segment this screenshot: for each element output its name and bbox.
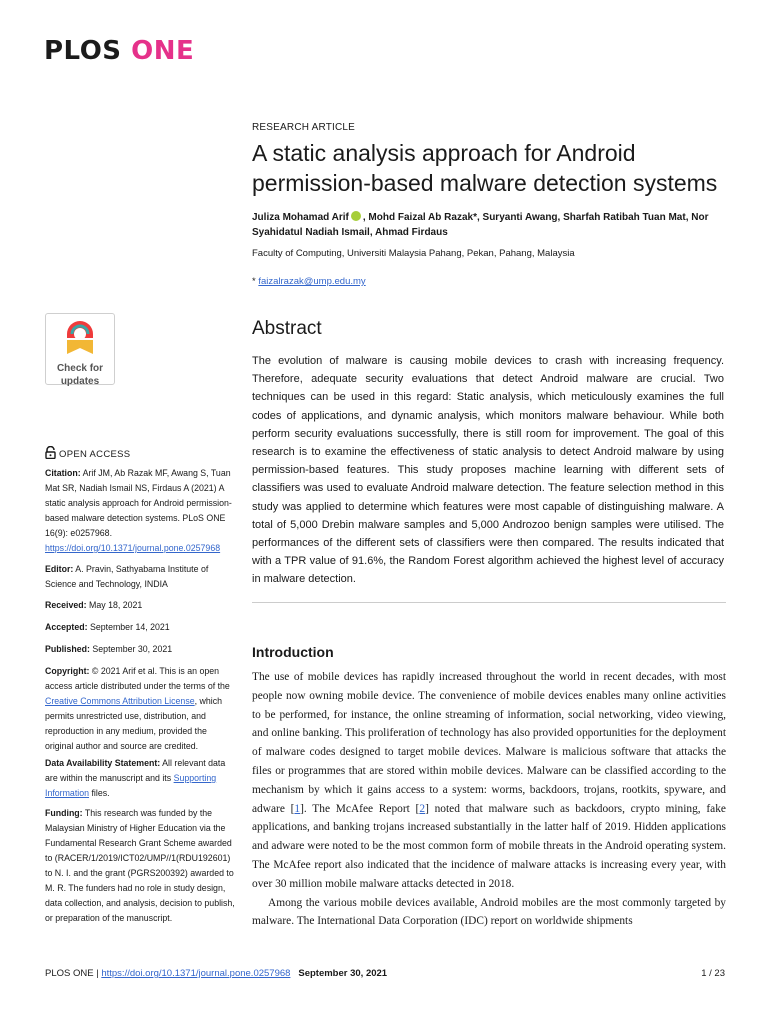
article-title: A static analysis approach for Android permission-based malware detection systems xyxy=(252,140,718,196)
footer-date: September 30, 2021 xyxy=(298,968,388,979)
orcid-icon[interactable] xyxy=(351,211,361,221)
citation-block: Citation: Arif JM, Ab Razak MF, Awang S, Tuan Mat SR, Nadiah Ismail NS, Firdaus A (2021) A static analysis approach for Android permission-based malware detection systems. PLoS ONE 16(9): e0257968. https://doi.org/10.1371/journal.pone.0257968 xyxy=(45,468,232,553)
crossmark-icon xyxy=(63,320,97,356)
abstract-text: The evolution of malware is causing mobile devices to crash with increasing frequency. Therefore, adequate security evaluations that detect Android malware are crucial. Two techniques can be used in this regard: Static analysis, which meticulously examines the full codes of applications, and dynamic analysis, which monitors malware behaviour. While both perform security evaluations successfully, there is still room for improvement. The goal of this research is to examine the effectiveness of static analysis to detect Android malware by using permission-based features. This study proposes machine learning with different sets of classifiers was used to evaluate Android malware detection. The feature selection method in this study was applied to determine which features were most capable of distinguishing malware. A total of 5,000 Drebin malware samples and 5,000 Androzoo benign samples were utilised. The performances of the different sets of classifiers were then compared. The results indicated that with a TPR value of 91.6%, the Random Forest algorithm achieved the highest level of accuracy in malware detection. xyxy=(252,355,724,586)
corresponding-email: * faizalrazak@ump.edu.my xyxy=(252,276,366,287)
accepted-date: Accepted: September 14, 2021 xyxy=(45,622,170,632)
license-link[interactable]: Creative Commons Attribution License xyxy=(45,696,195,706)
article-type: RESEARCH ARTICLE xyxy=(252,122,356,133)
check-for-updates-badge[interactable] xyxy=(45,313,115,385)
other-authors: , Mohd Faizal Ab Razak*, Suryanti Awang, Sharfah Ratibah Tuan Mat, Nor Syahidatul Nadiah Ismail, Ahmad Firdaus xyxy=(252,212,709,238)
ref-link-1[interactable]: 1 xyxy=(294,802,301,815)
introduction-text: The use of mobile devices has rapidly increased throughout the world in recent decades, with most people now owning mobile device. The convenience of mobile devices enables many online activities to be performed, for instance, the online streaming of information, social networking, video viewing, and online banking. This proliferation of technology has also provided opportunities for the deployment of malware codes designed to target mobile devices. Malware is malicious software that attacks the files or programmes that are stored within mobile devices. Malware can be classified according to the mechanism by which it gains access to a system: worms, backdoors, trojans, rootkits, spyware, and adware [1]. The McAfee Report [2] noted that malware such as backdoors, crypto mining, fake applications, and banking trojans increased substantially in the latter half of 2019. Hidden applications and adware were noted to be the most common form of mobile threats in the Android operating system. The McAfee report also indicated that the incidence of malware attacks is increasing every year, with over 30 million mobile malware attacks detected in 2018. Among the various mobile devices available, Android mobiles are the most commonly targeted by malware. The International Data Corporation (IDC) report on worldwide shipments xyxy=(252,671,726,928)
open-lock-icon xyxy=(45,446,56,459)
page-footer: PLOS ONE | https://doi.org/10.1371/journal.pone.0257968 September 30, 2021 1 / 23 xyxy=(45,968,725,979)
page-number: 1 / 23 xyxy=(701,968,725,979)
email-link[interactable]: faizalrazak@ump.edu.my xyxy=(258,276,366,287)
affiliation: Faculty of Computing, Universiti Malaysia Pahang, Pekan, Pahang, Malaysia xyxy=(252,248,575,259)
ref-link-2[interactable]: 2 xyxy=(419,802,426,815)
open-access: OPEN ACCESS xyxy=(45,446,130,460)
funding-block: Funding: This research was funded by the Malaysian Ministry of Higher Education via the Fundamental Research Grant Scheme awarded to (RACER/1/2019/ICT02/UMP//1(RDU192601) to N. I. and the grant (PGRS200392) awarded to M. R. The funders had no role in study design, data collection, and analysis, decision to publish, or preparation of the manuscript. xyxy=(45,808,235,923)
badge-line1: Check for xyxy=(56,363,104,374)
supporting-info-link[interactable]: Supporting Information xyxy=(45,773,217,798)
citation-doi-link[interactable]: https://doi.org/10.1371/journal.pone.0257968 xyxy=(45,543,221,553)
data-availability-block: Data Availability Statement: All relevant data are within the manuscript and its Supporting Information files. xyxy=(45,758,226,798)
author-list xyxy=(252,210,722,240)
received-date: Received: May 18, 2021 xyxy=(45,600,143,610)
copyright-block: Copyright: © 2021 Arif et al. This is an open access article distributed under the terms of the Creative Commons Attribution License, which permits unrestricted use, distribution, and reproduction in any medium, provided the original author and source are credited. xyxy=(45,666,230,751)
logo-plos: PLOS xyxy=(44,36,122,66)
editor-block: Editor: A. Pravin, Sathyabama Institute of Science and Technology, INDIA xyxy=(45,564,209,589)
journal-logo[interactable] xyxy=(44,36,194,66)
badge-line2: updates xyxy=(60,376,100,387)
abstract-heading: Abstract xyxy=(252,318,322,339)
section-divider xyxy=(252,602,726,603)
introduction-heading: Introduction xyxy=(252,644,334,660)
published-date: Published: September 30, 2021 xyxy=(45,644,173,654)
first-author[interactable]: Juliza Mohamad Arif xyxy=(252,212,349,223)
logo-one: ONE xyxy=(131,36,195,66)
footer-doi-link[interactable]: https://doi.org/10.1371/journal.pone.0257968 xyxy=(101,968,291,979)
